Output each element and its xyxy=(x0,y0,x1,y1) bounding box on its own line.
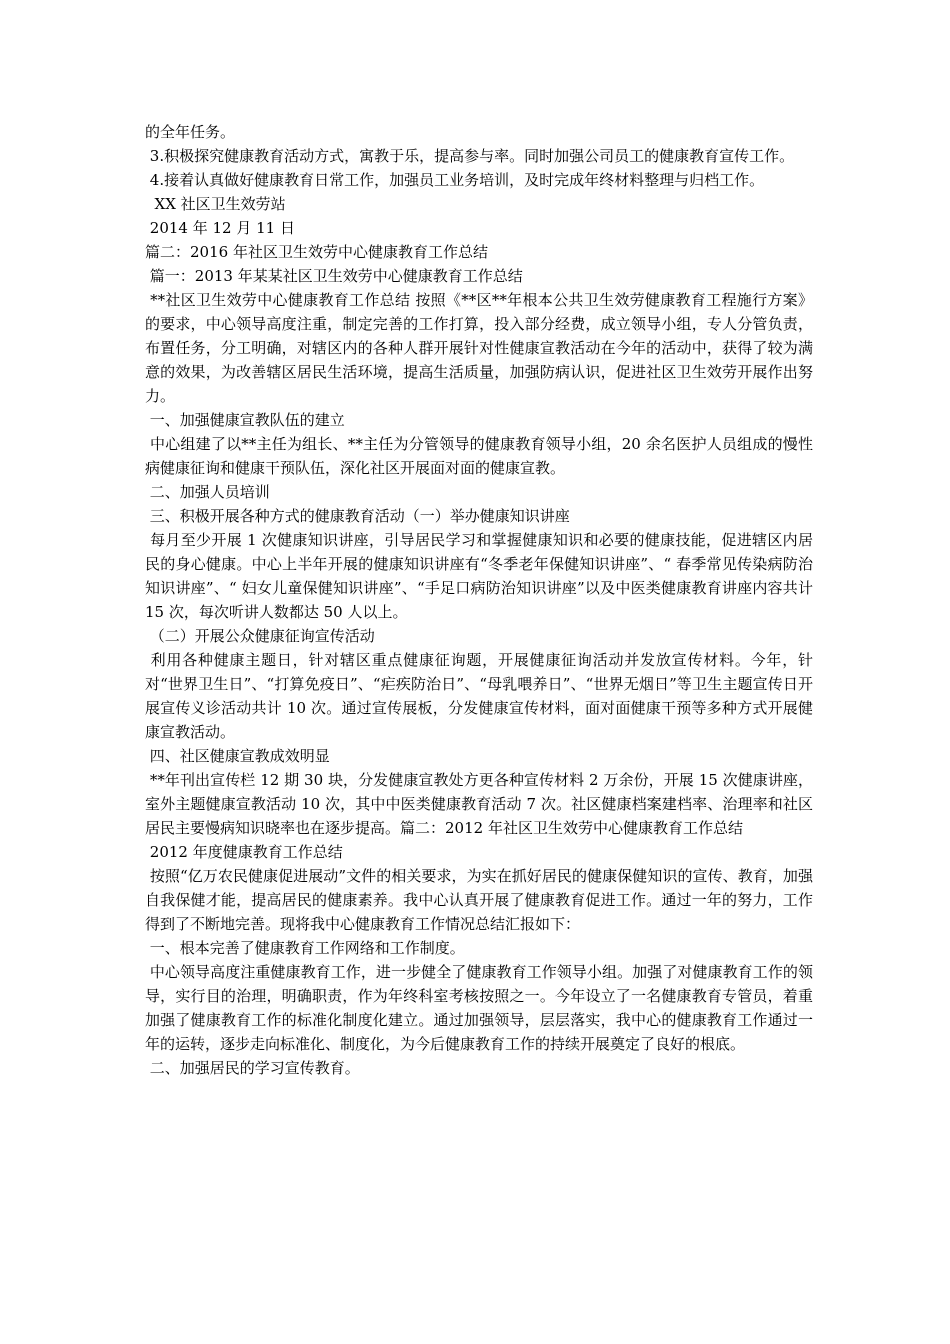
paragraph: 按照“亿万农民健康促进展动”文件的相关要求，为实在抓好居民的健康保健知识的宣传、教育，加强自我保健才能，提高居民的健康素养。我中心认真开展了健康教育促进工作。通过一年的努力，工作得到了不断地完善。现将我中心健康教育工作情况总结汇报如下： xyxy=(145,867,813,933)
heading: 一、加强健康宣教队伍的建立 xyxy=(145,411,345,429)
section-title: 篇一：2013 年某某社区卫生效劳中心健康教育工作总结 xyxy=(145,267,523,285)
section-title: 篇二：2016 年社区卫生效劳中心健康教育工作总结 xyxy=(145,243,488,261)
heading: 三、积极开展各种方式的健康教育活动（一）举办健康知识讲座 xyxy=(145,507,570,525)
heading: （二）开展公众健康征询宣传活动 xyxy=(145,627,375,645)
paragraph: 中心领导高度注重健康教育工作，进一步健全了健康教育工作领导小组。加强了对健康教育工作的领导，实行目的治理，明确职责，作为年终科室考核按照之一。今年设立了一名健康教育专管员，着重加强了健康教育工作的标准化制度化建立。通过加强领导，层层落实，我中心的健康教育工作通过一年的运转，逐步走向标准化、制度化，为今后健康教育工作的持续开展奠定了良好的根底。 xyxy=(145,963,813,1053)
paragraph: **社区卫生效劳中心健康教育工作总结 按照《**区**年根本公共卫生效劳健康教育工程施行方案》的要求，中心领导高度注重，制定完善的工作打算，投入部分经费，成立领导小组，专人分管负责，布置任务，分工明确，对辖区内的各种人群开展针对性健康宣教活动在今年的活动中，获得了较为满意的效果，为改善辖区居民生活环境，提高生活质量，加强防病认识，促进社区卫生效劳开展作出努力。 xyxy=(145,291,813,405)
heading: 一、根本完善了健康教育工作网络和工作制度。 xyxy=(145,939,465,957)
paragraph: 每月至少开展 1 次健康知识讲座，引导居民学习和掌握健康知识和必要的健康技能，促进辖区内居民的身心健康。中心上半年开展的健康知识讲座有“冬季老年保健知识讲座”、“ 春季常见传染病防治知识讲座”、“ 妇女儿童保健知识讲座”、“手足口病防治知识讲座”以及中医类健康教育讲座内容共计 15 次，每次听讲人数都达 50 人以上。 xyxy=(145,531,818,621)
heading: 四、社区健康宣教成效明显 xyxy=(145,747,330,765)
document-page xyxy=(145,120,818,1080)
paragraph: 的全年任务。 xyxy=(145,123,236,141)
heading: 2012 年度健康教育工作总结 xyxy=(145,843,343,861)
signature-organization: XX 社区卫生效劳站 xyxy=(145,195,286,213)
signature-date: 2014 年 12 月 11 日 xyxy=(145,219,295,237)
heading: 二、加强居民的学习宣传教育。 xyxy=(145,1059,360,1077)
heading: 二、加强人员培训 xyxy=(145,483,270,501)
paragraph: 3.积极探究健康教育活动方式，寓教于乐，提高参与率。同时加强公司员工的健康教育宣传工作。 xyxy=(145,147,795,165)
paragraph: 中心组建了以**主任为组长、**主任为分管领导的健康教育领导小组，20 余名医护人员组成的慢性病健康征询和健康干预队伍，深化社区开展面对面的健康宣教。 xyxy=(145,435,814,477)
paragraph: 利用各种健康主题日，针对辖区重点健康征询题，开展健康征询活动并发放宣传材料。今年，针对“世界卫生日”、“打算免疫日”、“疟疾防治日”、“母乳喂养日”、“世界无烟日”等卫生主题宣传日开展宣传义诊活动共计 10 次。通过宣传展板，分发健康宣传材料，面对面健康干预等多种方式开展健康宣教活动。 xyxy=(145,651,813,741)
paragraph: 4.接着认真做好健康教育日常工作，加强员工业务培训，及时完成年终材料整理与归档工作。 xyxy=(145,171,765,189)
paragraph: **年刊出宣传栏 12 期 30 块，分发健康宣教处方更各种宣传材料 2 万余份，开展 15 次健康讲座，室外主题健康宣教活动 10 次，其中中医类健康教育活动 7 次。社区健康档案建档率、治理率和社区居民主要慢病知识晓率也在逐步提高。篇二：2012 年社区卫生效劳中心健康教育工作总结 xyxy=(145,771,813,837)
